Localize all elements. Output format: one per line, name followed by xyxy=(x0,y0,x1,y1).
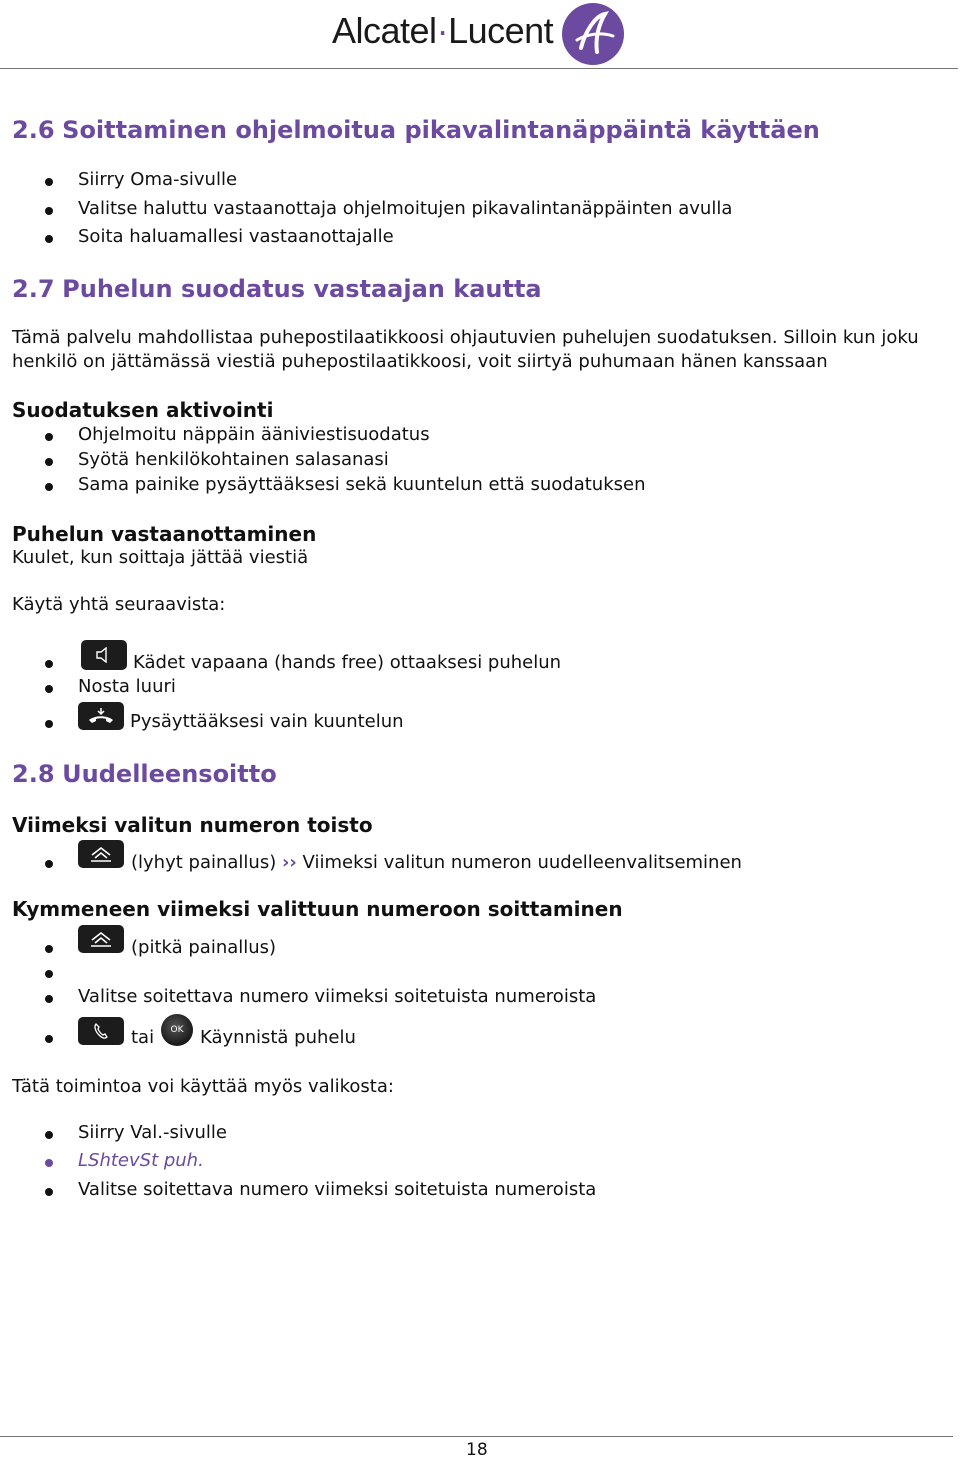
activation-heading: Suodatuksen aktivointi xyxy=(12,398,274,422)
section-number: 2.7 xyxy=(12,275,55,303)
or-label: tai xyxy=(131,1027,155,1048)
list-item: Pysäyttääksesi vain kuuntelun xyxy=(130,711,404,732)
section-2-8-heading xyxy=(12,760,277,788)
bullet-icon xyxy=(45,995,53,1003)
bullet-icon xyxy=(45,970,53,978)
handset-key-icon[interactable] xyxy=(78,1017,124,1045)
list-item: Valitse soitettava numero viimeksi soitetuista numeroista xyxy=(78,1179,597,1200)
list-item: Ohjelmoitu näppäin ääniviestisuodatus xyxy=(78,424,430,445)
bullet-icon xyxy=(45,1188,53,1196)
bullet-icon xyxy=(45,720,53,728)
bullet-icon xyxy=(45,945,53,953)
brand-right: Lucent xyxy=(448,10,554,51)
list-item: Soita haluamallesi vastaanottajalle xyxy=(78,226,394,247)
short-press-label: (lyhyt painallus) xyxy=(131,852,277,873)
brand-dot: · xyxy=(436,10,449,51)
bullet-icon xyxy=(45,1131,53,1139)
receive-text: Kuulet, kun soittaja jättää viestiä xyxy=(12,547,309,568)
bullet-icon xyxy=(45,178,53,186)
section-2-6-heading xyxy=(12,116,820,144)
bullet-icon xyxy=(45,483,53,491)
bullet-icon xyxy=(45,860,53,868)
list-item: Nosta luuri xyxy=(78,676,176,697)
menu-text: Tätä toimintoa voi käyttää myös valikosta: xyxy=(12,1076,394,1097)
list-item: Kädet vapaana (hands free) ottaaksesi puhelun xyxy=(133,652,562,673)
footer-rule xyxy=(0,1436,953,1437)
list-item: Valitse haluttu vastaanottaja ohjelmoitujen pikavalintanäppäinten avulla xyxy=(78,198,733,219)
double-chevron-icon: ›› xyxy=(281,852,297,873)
list-item: Siirry Oma-sivulle xyxy=(78,169,238,190)
list-item: Valitse soitettava numero viimeksi soitetuista numeroista xyxy=(78,986,597,1007)
section-title: Soittaminen ohjelmoitua pikavalintanäppäintä käyttäen xyxy=(62,116,820,144)
bullet-icon xyxy=(45,1159,53,1167)
list-item: Syötä henkilökohtainen salasanasi xyxy=(78,449,389,470)
header-rule xyxy=(0,68,958,69)
ten-numbers-heading: Kymmeneen viimeksi valittuun numeroon soittaminen xyxy=(12,897,623,921)
redial-key-icon[interactable] xyxy=(78,925,124,953)
bullet-icon xyxy=(45,685,53,693)
start-call-label: Käynnistä puhelu xyxy=(200,1027,356,1048)
bullet-icon xyxy=(45,235,53,243)
last-number-heading: Viimeksi valitun numeron toisto xyxy=(12,813,373,837)
long-press-label: (pitkä painallus) xyxy=(131,937,277,958)
section-title: Uudelleensoitto xyxy=(62,760,277,788)
list-item: Siirry Val.-sivulle xyxy=(78,1122,227,1143)
receive-heading: Puhelun vastaanottaminen xyxy=(12,522,317,546)
section-number: 2.8 xyxy=(12,760,55,788)
redial-key-icon[interactable] xyxy=(78,840,124,868)
brand-left: Alcatel xyxy=(332,10,437,51)
intro-line-1: Tämä palvelu mahdollistaa puhepostilaatikkoosi ohjautuvien puhelujen suodatuksen. Silloin kun joku xyxy=(12,327,919,348)
bullet-icon xyxy=(45,1035,53,1043)
bullet-icon xyxy=(45,207,53,215)
short-press-text xyxy=(131,852,742,873)
section-title: Puhelun suodatus vastaajan kautta xyxy=(62,275,542,303)
section-2-7-heading xyxy=(12,275,542,303)
intro-line-2: henkilö on jättämässä viestiä puhepostilaatikkoosi, voit siirtyä puhumaan hänen kanssaan xyxy=(12,351,828,372)
bullet-icon xyxy=(45,660,53,668)
last-number-description: Viimeksi valitun numeron uudelleenvalitseminen xyxy=(302,852,742,873)
bullet-icon xyxy=(45,433,53,441)
section-number: 2.6 xyxy=(12,116,55,144)
brand-logo-text xyxy=(332,10,553,52)
hangup-key-icon[interactable] xyxy=(78,702,124,730)
use-one-text: Käytä yhtä seuraavista: xyxy=(12,594,226,615)
bullet-icon xyxy=(45,458,53,466)
list-item: Sama painike pysäyttääksesi sekä kuuntelun että suodatuksen xyxy=(78,474,646,495)
menu-item-link[interactable]: LShtevSt puh. xyxy=(78,1150,204,1171)
page-number: 18 xyxy=(466,1440,488,1460)
ok-key-icon[interactable] xyxy=(161,1014,193,1046)
alcatel-lucent-logo-icon xyxy=(561,2,625,66)
page-header xyxy=(0,0,960,70)
ok-key-label: OK xyxy=(170,1025,184,1035)
speaker-key-icon[interactable] xyxy=(81,640,127,670)
